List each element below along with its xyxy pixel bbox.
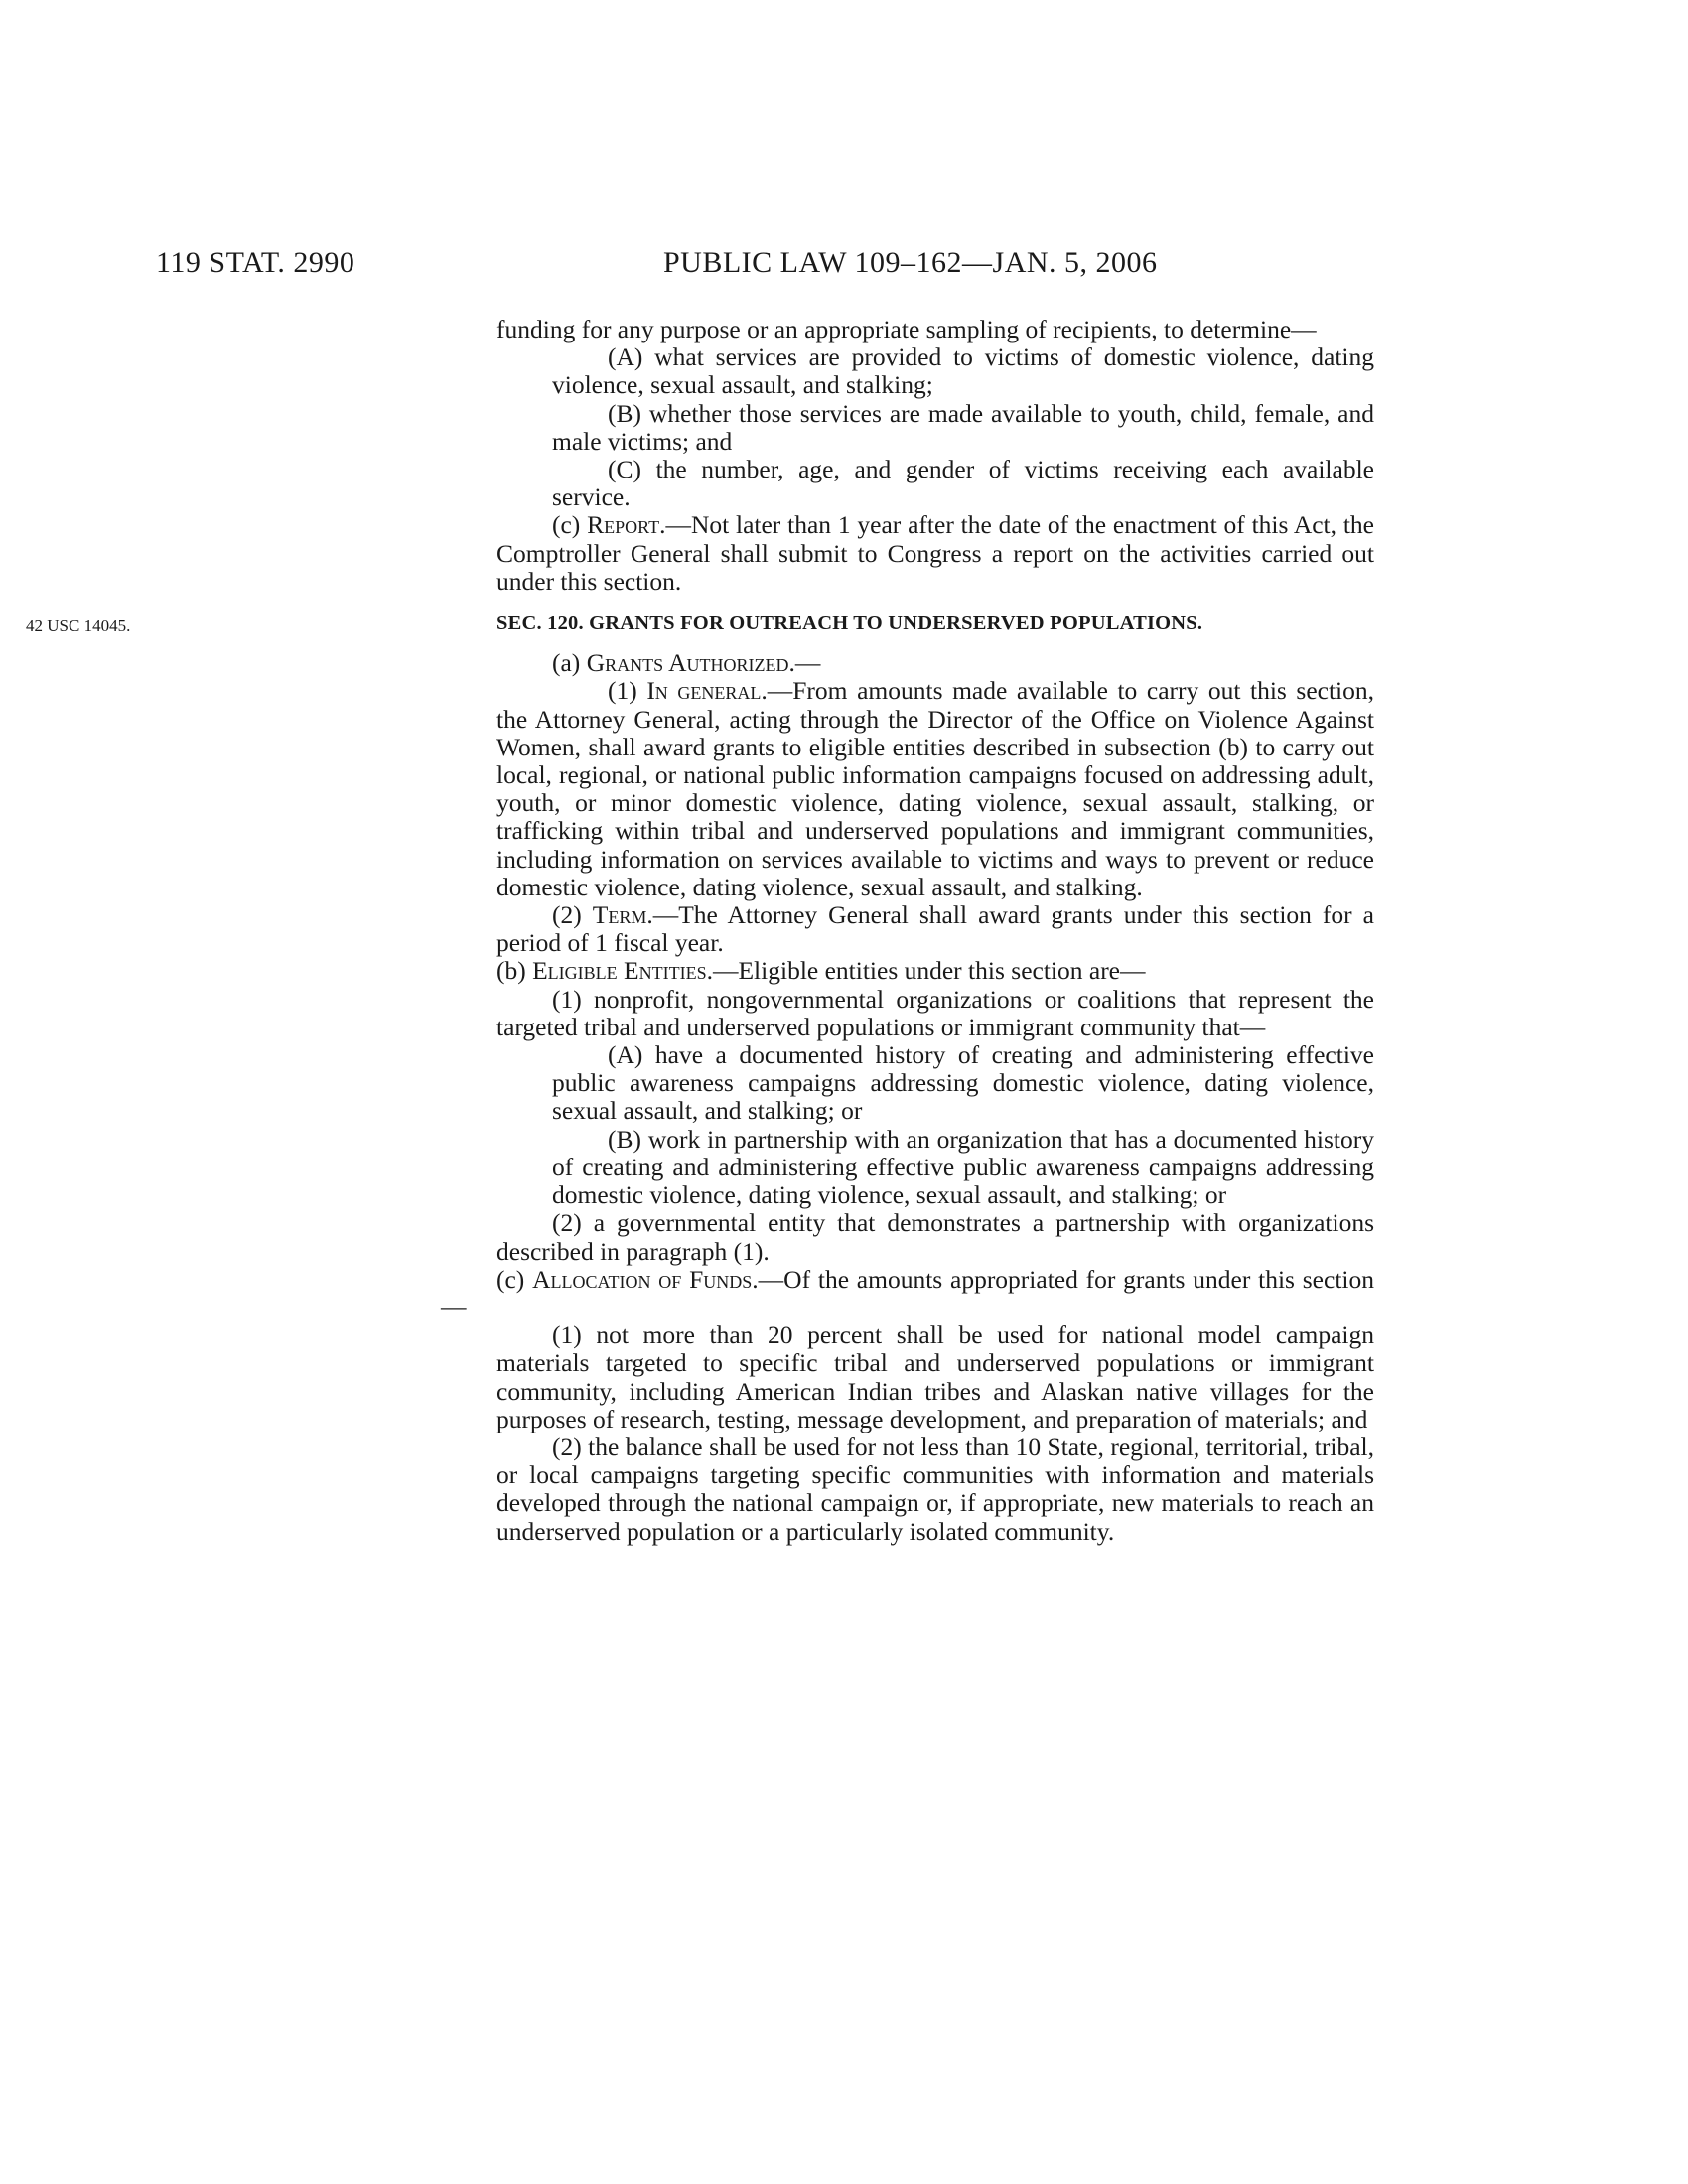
intro-paragraph: funding for any purpose or an appropriate sampling of recipients, to determine— xyxy=(496,315,1317,343)
usc-margin-note: 42 USC 14045. xyxy=(26,616,131,636)
paragraph-a1-text: .—From amounts made available to carry out this section, the Attorney General, acting through the Director of the Office on Violence Against Women, shall award grants to eligible entities described in subsection (b) to carry out local, regional, or national public information campaigns focused on addressing adult, youth, or minor domestic violence, dating violence, sexual assault, stalking, or trafficking within tribal and underserved populations and immigrant communities, including information on services available to victims and ways to prevent or reduce domestic violence, dating violence, sexual assault, and stalking. xyxy=(496,676,1375,901)
paragraph-a2-heading: Term xyxy=(592,900,647,930)
paragraph-a2 xyxy=(496,901,1374,957)
page-running-title: PUBLIC LAW 109–162—JAN. 5, 2006 xyxy=(663,246,1158,279)
subsection-b-lead: (b) xyxy=(496,956,533,986)
subsection-b xyxy=(441,957,1374,985)
clause-b-intro: (B) whether those services are made available to youth, child, female, and male victims; and xyxy=(552,398,1374,456)
paragraph-a1-lead: (1) xyxy=(608,676,647,706)
subsection-b-text: .—Eligible entities under this section are— xyxy=(706,956,1146,986)
subsection-c-lead: (c) xyxy=(496,1264,533,1294)
subsection-c xyxy=(441,1266,1374,1321)
paragraph-c2: (2) the balance shall be used for not less than 10 State, regional, territorial, tribal, or local campaigns targeting specific communities with information and materials developed through the national campaign or, if appropriate, new materials to reach an underserved population or a particularly isolated community. xyxy=(496,1432,1374,1546)
paragraph-b1: (1) nonprofit, nongovernmental organizations or coalitions that represent the targeted tribal and underserved populations or immigrant community that— xyxy=(496,984,1374,1041)
subsection-a-dash: .— xyxy=(788,648,821,678)
clause-b1a: (A) have a documented history of creating and administering effective public awareness campaigns addressing domestic violence, dating violence, sexual assault, and stalking; or xyxy=(552,1040,1374,1126)
section-heading-row xyxy=(26,610,1374,637)
subsection-a-lead: (a) xyxy=(552,648,587,678)
clause-a-intro: (A) what services are provided to victims of domestic violence, dating violence, sexual assault, and stalking; xyxy=(552,342,1374,400)
subsection-a-heading xyxy=(496,649,1374,677)
section-heading: SEC. 120. GRANTS FOR OUTREACH TO UNDERSERVED POPULATIONS. xyxy=(496,613,1203,635)
page-stat-citation: 119 STAT. 2990 xyxy=(156,246,355,279)
subsection-b-heading: Eligible Entities xyxy=(532,956,707,986)
clause-c-intro: (C) the number, age, and gender of victims receiving each available service. xyxy=(552,455,1374,512)
document-body xyxy=(26,315,1375,1546)
subsection-c-text: .—Of the amounts appropriated for grants under this section— xyxy=(441,1264,1374,1321)
report-lead: (c) xyxy=(552,510,588,540)
paragraph-a1 xyxy=(496,677,1374,901)
paragraph-b2: (2) a governmental entity that demonstrates a partnership with organizations described in paragraph (1). xyxy=(496,1208,1374,1266)
paragraph-a2-text: .—The Attorney General shall award grants under this section for a period of 1 fiscal year. xyxy=(496,900,1374,958)
report-subsection xyxy=(496,511,1374,596)
paragraph-a2-lead: (2) xyxy=(552,900,593,930)
paragraph-c1: (1) not more than 20 percent shall be used for national model campaign materials targeted to specific tribal and underserved populations or immigrant community, including American Indian tribes and Alaskan native villages for the purposes of research, testing, message development, and preparation of materials; and xyxy=(496,1320,1374,1433)
report-heading: Report xyxy=(587,510,660,540)
subsection-a-title: Grants Authorized xyxy=(586,648,789,678)
subsection-c-heading: Allocation of Funds xyxy=(532,1264,753,1294)
clause-b1b: (B) work in partnership with an organization that has a documented history of creating and administering effective public awareness campaigns addressing domestic violence, dating violence, sexual assault, and stalking; or xyxy=(552,1124,1374,1210)
paragraph-a1-heading: In general xyxy=(646,676,762,706)
report-text: .—Not later than 1 year after the date of the enactment of this Act, the Comptroller General shall submit to Congress a report on the activities carried out under this section. xyxy=(496,510,1374,596)
